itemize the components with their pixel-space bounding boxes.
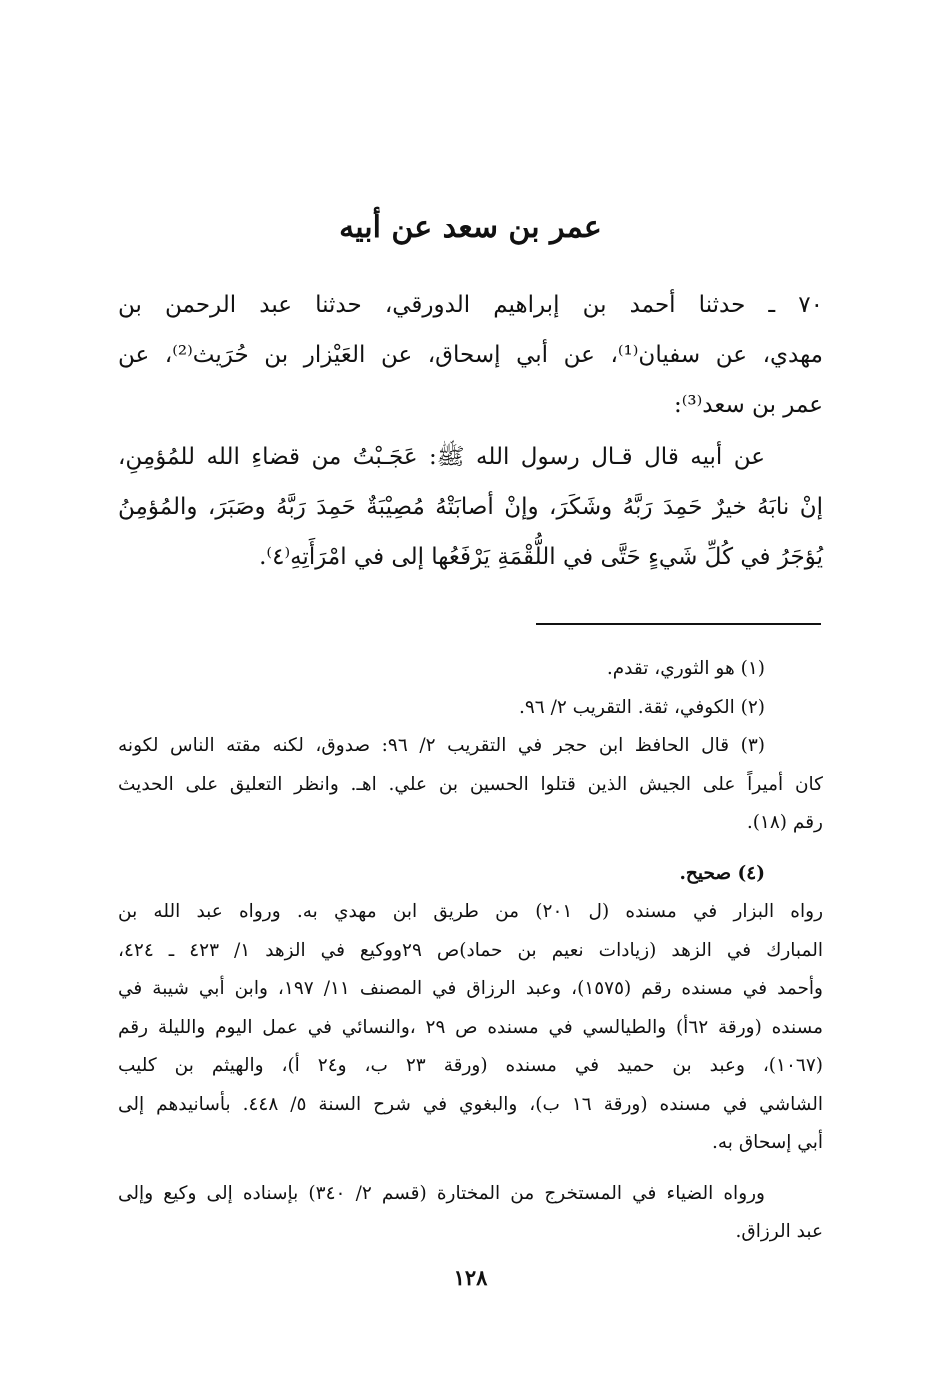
matn-line: يُؤجَرُ في كُلِّ شَيءٍ حَتَّى في اللُّقْمَةِ يَرْفَعُها إلى في امْرَأَتِهِ⁽٤⁾.: [259, 544, 823, 570]
footnote-line: ورواه الضياء في المستخرج من المختارة (قسم ٢/ ٣٤٠) بإسناده إلى وكيع وإلى: [118, 1182, 765, 1204]
footnote-gap: [118, 1163, 823, 1175]
matn-line: إنْ نابَهُ خيرٌ حَمِدَ رَبَّهُ وشَكَرَ، وإنْ أصابَتْهُ مُصِيْبَةٌ حَمِدَ رَبَّهُ وصَبَرَ، والمُؤمِنُ: [118, 494, 823, 520]
matn-line: عن أبيه قال قـال رسول الله ﷺ: عَجَـبْتُ من قضاءِ الله للمُؤمِنِ،: [118, 444, 765, 470]
footnote-gap: [118, 843, 823, 855]
footnote-line: عبد الرزاق.: [735, 1221, 823, 1242]
isnad-line: مهدي، عن سفيان⁽¹⁾، عن أبي إسحاق، عن العَيْزار بن حُرَيث⁽²⁾، عن: [118, 342, 823, 368]
footnote-line: رقم (١٨).: [746, 812, 823, 833]
footnote-line: (٤) صحيح.: [679, 862, 765, 884]
footnote-line: (٢) الكوفي، ثقة. التقريب ٢/ ٩٦.: [518, 696, 765, 718]
footnote-line: (١) هو الثوري، تقدم.: [606, 658, 765, 679]
footnote-divider: [536, 623, 821, 625]
footnotes: [118, 650, 823, 1252]
matn-paragraph: [118, 432, 823, 582]
footnote-line: رواه البزار في مسنده (ل ٢٠١) من طريق ابن مهدي به. ورواه عبد الله بن: [118, 901, 823, 922]
page-number: ١٢٨: [453, 1265, 488, 1290]
footnote-line: مسنده (ورقة ٦٢أ) والطيالسي في مسنده ص ٢٩ ،والنسائي في عمل اليوم والليلة رقم: [118, 1016, 823, 1038]
isnad-paragraph: [118, 280, 823, 430]
footnote-line: أبي إسحاق به.: [712, 1132, 823, 1153]
isnad-line: ٧٠ ـ حدثنا أحمد بن إبراهيم الدورقي، حدثنا عبد الرحمن بن: [118, 292, 823, 318]
isnad-line: عمر بن سعد⁽³⁾:: [674, 392, 823, 418]
footnote-line: الشاشي في مسنده (ورقة ١٦ ب)، والبغوي في شرح السنة ٥/ ٤٤٨. بأسانيدهم إلى: [118, 1093, 823, 1115]
footnote-line: (٣) قال الحافظ ابن حجر في التقريب ٢/ ٩٦: صدوق، لكنه مقته الناس لكونه: [118, 735, 765, 756]
footnote-line: (١٠٦٧)، وعبد بن حميد في مسنده (ورقة ٢٣ ب، و٢٤ أ)، والهيثم بن كليب: [118, 1055, 823, 1076]
footnote-line: وأحمد في مسنده رقم (١٥٧٥)، وعبد الرزاق في المصنف ١١/ ١٩٧، وابن أبي شيبة في: [118, 978, 823, 999]
chapter-title: عمر بن سعد عن أبيه: [339, 210, 602, 245]
footnote-line: كان أميراً على الجيش الذين قتلوا الحسين بن علي. اهـ. وانظر التعليق على الحديث: [118, 773, 823, 795]
footnote-line: المبارك في الزهد (زيادات نعيم بن حماد)ص ٢٩ووكيع في الزهد ١/ ٤٢٣ ـ ٤٢٤،: [118, 939, 823, 961]
